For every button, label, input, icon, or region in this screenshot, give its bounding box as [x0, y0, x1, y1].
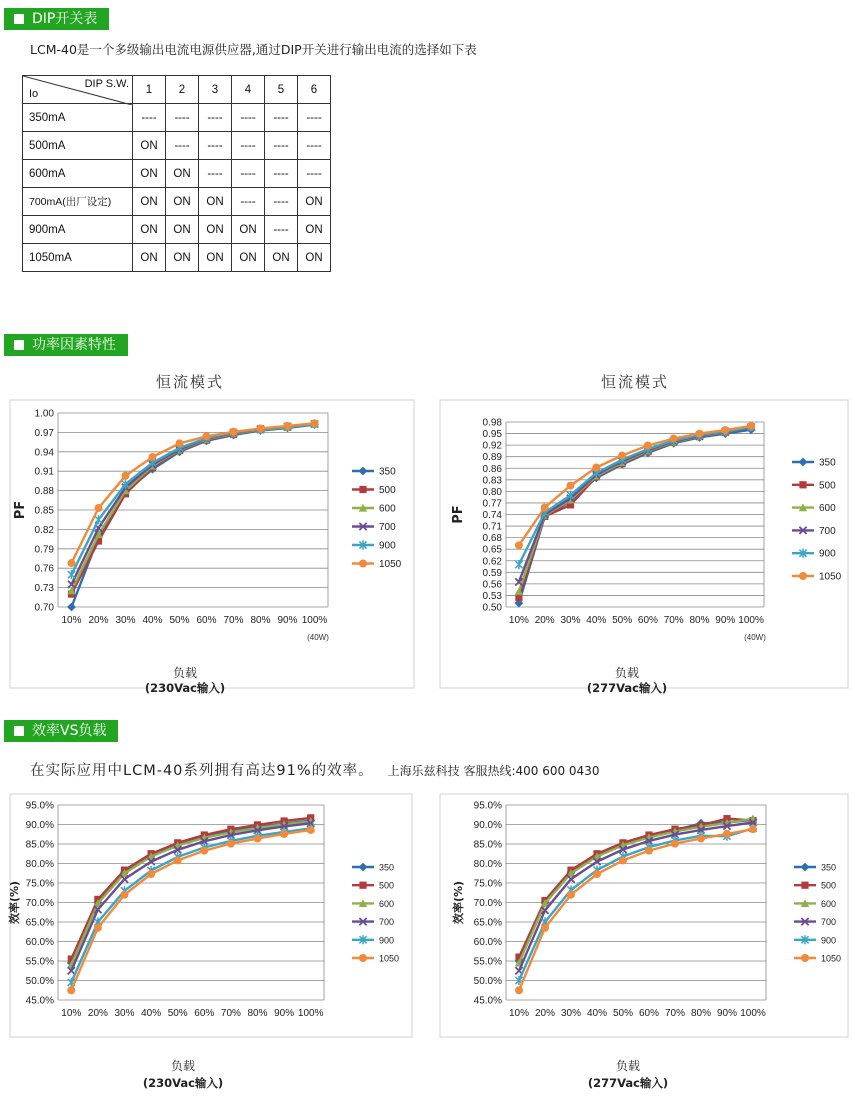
- y-tick-label: 0.79: [34, 544, 54, 556]
- x-axis-label: 负载: [615, 1059, 641, 1073]
- y-tick-label: 55.0%: [25, 956, 54, 968]
- table-cell: ON: [166, 160, 199, 188]
- y-tick-label: 0.71: [482, 521, 502, 533]
- data-point: [567, 482, 575, 490]
- y-tick-label: 0.94: [34, 447, 54, 459]
- table-cell: ON: [199, 244, 232, 272]
- x-tick-label: 30%: [560, 615, 581, 626]
- y-tick-label: 0.86: [482, 463, 502, 475]
- legend-label: 1050: [379, 559, 402, 570]
- data-point: [721, 426, 729, 434]
- table-row: [23, 132, 331, 160]
- legend-label: 600: [379, 503, 396, 515]
- y-tick-label: 0.76: [34, 563, 54, 575]
- y-tick-label: 0.97: [34, 427, 54, 439]
- table-cell: ON: [298, 216, 331, 244]
- table-cell: ON: [166, 216, 199, 244]
- data-point: [697, 835, 705, 843]
- table-cell: ----: [133, 104, 166, 132]
- table-cell: ----: [265, 188, 298, 216]
- chart-title: 恒流模式: [155, 373, 225, 391]
- table-cell: ----: [166, 132, 199, 160]
- switch-header: 2: [166, 76, 199, 104]
- data-point: [515, 986, 523, 994]
- data-point: [121, 891, 129, 899]
- row-label: 350mA: [23, 104, 133, 132]
- data-point: [68, 559, 76, 567]
- x-tick-label: 40%: [586, 1008, 608, 1019]
- table-cell: ----: [265, 104, 298, 132]
- x-axis-sublabel: (277Vac输入): [586, 681, 668, 695]
- x-axis-label: 负载: [170, 1059, 196, 1073]
- y-tick-label: 0.53: [482, 590, 502, 602]
- legend-marker: [801, 954, 809, 962]
- data-point: [203, 432, 211, 440]
- y-axis-label: 效率(%): [452, 880, 465, 925]
- legend-label: 900: [821, 935, 837, 946]
- corner-cell: [23, 76, 133, 104]
- legend-label: 500: [821, 880, 837, 891]
- table-cell: ----: [298, 104, 331, 132]
- y-tick-label: 0.59: [482, 567, 502, 579]
- table-cell: ON: [133, 216, 166, 244]
- efficiency-chart-277vac: [430, 790, 852, 1105]
- table-cell: ON: [166, 188, 199, 216]
- legend-label: 600: [819, 503, 836, 515]
- y-tick-label: 0.85: [34, 505, 54, 517]
- section-header-eff: [4, 720, 118, 742]
- data-point: [592, 463, 600, 471]
- y-tick-label: 65.0%: [473, 917, 502, 929]
- data-point: [95, 504, 103, 512]
- x-tick-label: 60%: [638, 1008, 660, 1019]
- y-axis-label: PF: [451, 505, 466, 524]
- switch-header: 5: [265, 76, 298, 104]
- data-point: [593, 870, 601, 878]
- row-label: 600mA: [23, 160, 133, 188]
- data-point: [176, 439, 184, 447]
- y-axis-label: PF: [13, 500, 28, 520]
- pf-chart-277vac: [430, 365, 852, 700]
- data-point: [541, 924, 549, 932]
- io-label: Io: [29, 88, 39, 100]
- dip-switch-table: [22, 75, 331, 272]
- eff-intro-text: [30, 759, 599, 780]
- legend-label: 350: [379, 862, 395, 873]
- x-tick-label: 20%: [534, 1008, 556, 1019]
- x-tick-label: 90%: [715, 615, 736, 626]
- x-tick-label: 80%: [247, 1008, 268, 1019]
- y-tick-label: 0.91: [34, 466, 54, 478]
- x-tick-label: 70%: [663, 615, 684, 626]
- table-row: [23, 160, 331, 188]
- table-cell: ----: [166, 104, 199, 132]
- x-tick-label: 90%: [716, 1008, 738, 1019]
- y-tick-label: 0.70: [34, 602, 54, 614]
- y-tick-label: 70.0%: [25, 898, 54, 909]
- data-point: [94, 924, 102, 932]
- x-tick-label: 30%: [114, 1008, 135, 1019]
- table-cell: ON: [166, 244, 199, 272]
- legend-label: 900: [819, 548, 836, 560]
- y-tick-label: 0.95: [482, 429, 502, 441]
- table-row: [23, 188, 331, 216]
- x-tick-label: 100%: [740, 1008, 766, 1019]
- y-tick-label: 50.0%: [473, 976, 502, 987]
- table-cell: ----: [232, 132, 265, 160]
- x-tick-label: 40%: [142, 615, 163, 626]
- y-tick-label: 75.0%: [25, 878, 54, 890]
- legend-label: 900: [379, 540, 396, 552]
- table-cell: ON: [133, 160, 166, 188]
- legend-marker: [799, 572, 807, 580]
- data-point: [644, 442, 652, 450]
- square-bullet-icon: [14, 14, 24, 24]
- table-cell: ----: [199, 132, 232, 160]
- legend-label: 700: [379, 917, 395, 928]
- table-cell: ----: [232, 104, 265, 132]
- y-tick-label: 95.0%: [473, 800, 502, 812]
- x-axis-sublabel: (230Vac输入): [144, 681, 226, 695]
- table-cell: ON: [199, 216, 232, 244]
- y-tick-label: 0.62: [482, 556, 502, 568]
- table-cell: ----: [232, 188, 265, 216]
- data-point: [567, 891, 575, 899]
- y-tick-label: 0.73: [34, 583, 54, 595]
- y-tick-label: 65.0%: [25, 917, 54, 929]
- data-point: [670, 435, 678, 443]
- table-cell: ----: [298, 132, 331, 160]
- section-header-dip: [4, 8, 109, 30]
- chart-title: 恒流模式: [600, 373, 670, 391]
- switch-header: 3: [199, 76, 232, 104]
- table-cell: ----: [298, 160, 331, 188]
- pf-chart-230vac: [0, 365, 426, 700]
- table-row: [23, 216, 331, 244]
- eff-intro-main: 在实际应用中LCM-40系列拥有高达91%的效率。: [30, 763, 374, 779]
- y-tick-label: 0.92: [482, 440, 502, 452]
- data-point: [515, 541, 523, 549]
- x-axis-sublabel: (230Vac输入): [142, 1076, 224, 1090]
- x-tick-label: 80%: [689, 615, 710, 626]
- table-cell: ON: [232, 216, 265, 244]
- data-point: [122, 472, 130, 480]
- table-cell: ON: [298, 244, 331, 272]
- switch-header: 4: [232, 76, 265, 104]
- data-point: [747, 422, 755, 430]
- y-tick-label: 90.0%: [25, 820, 54, 831]
- switch-header: 1: [133, 76, 166, 104]
- x-tick-label: 60%: [196, 615, 217, 626]
- legend-label: 500: [379, 880, 395, 891]
- y-tick-label: 45.0%: [25, 995, 54, 1007]
- row-label: 900mA: [23, 216, 133, 244]
- y-tick-label: 90.0%: [473, 820, 502, 831]
- y-tick-label: 0.89: [482, 452, 502, 464]
- section-header-pf: [4, 334, 128, 356]
- data-point: [311, 419, 319, 427]
- hotline-text: 上海乐兹科技 客服热线:400 600 0430: [387, 764, 600, 778]
- table-row: [23, 104, 331, 132]
- y-tick-label: 0.82: [34, 524, 54, 536]
- table-cell: ON: [199, 188, 232, 216]
- y-tick-label: 45.0%: [473, 995, 502, 1007]
- section-title: DIP开关表: [32, 11, 98, 27]
- x-tick-label: 60%: [194, 1008, 215, 1019]
- x-tick-label: 80%: [250, 615, 271, 626]
- data-point: [254, 835, 262, 843]
- y-tick-label: 70.0%: [473, 898, 502, 909]
- x-tick-label: 70%: [220, 1008, 241, 1019]
- data-point: [227, 840, 235, 848]
- switch-header: 6: [298, 76, 331, 104]
- legend-label: 1050: [819, 571, 842, 583]
- x-tick-label: 50%: [612, 615, 633, 626]
- data-point: [541, 504, 549, 512]
- data-point: [284, 422, 292, 430]
- table-cell: ON: [298, 188, 331, 216]
- data-point: [618, 452, 626, 460]
- x-tick-label: 100%: [297, 1008, 324, 1019]
- y-tick-label: 0.77: [482, 498, 502, 510]
- data-point: [200, 847, 208, 855]
- legend-label: 350: [819, 457, 836, 469]
- x-tick-label: 10%: [508, 1008, 530, 1019]
- data-point: [230, 428, 238, 436]
- data-point: [619, 856, 627, 864]
- table-cell: ----: [199, 104, 232, 132]
- section-title: 效率VS负载: [32, 723, 107, 739]
- y-axis-label: 效率(%): [8, 880, 21, 925]
- legend-label: 350: [821, 862, 837, 873]
- y-tick-label: 95.0%: [25, 800, 54, 812]
- row-label: 1050mA: [23, 244, 133, 272]
- x-tick-label: 40%: [141, 1008, 162, 1019]
- legend-label: 500: [379, 485, 396, 496]
- x-tick-label: 50%: [169, 615, 190, 626]
- legend-label: 500: [819, 480, 836, 492]
- dip-intro-text: LCM-40是一个多级输出电流电源供应器,通过DIP开关进行输出电流的选择如下表: [30, 42, 477, 57]
- table-cell: ON: [133, 244, 166, 272]
- x-tick-label: 60%: [637, 615, 658, 626]
- data-point: [174, 856, 182, 864]
- y-tick-label: 85.0%: [25, 839, 54, 851]
- y-tick-label: 0.98: [482, 417, 502, 429]
- chart-frame: [10, 794, 412, 1037]
- x-tick-label: 20%: [534, 615, 555, 626]
- data-point: [67, 986, 75, 994]
- y-tick-label: 55.0%: [473, 956, 502, 968]
- data-point: [280, 830, 288, 838]
- legend-label: 1050: [821, 953, 842, 964]
- data-point: [149, 453, 157, 461]
- table-cell: ON: [133, 188, 166, 216]
- x-axis-note: (40W): [307, 633, 329, 642]
- legend-marker: [801, 882, 808, 889]
- legend-marker: [359, 954, 367, 962]
- legend-marker: [799, 481, 806, 488]
- legend-label: 600: [821, 898, 837, 909]
- data-point: [671, 840, 679, 848]
- y-tick-label: 0.50: [482, 602, 502, 614]
- x-tick-label: 10%: [61, 1008, 82, 1019]
- table-cell: ----: [265, 216, 298, 244]
- x-tick-label: 10%: [61, 615, 82, 626]
- y-tick-label: 50.0%: [25, 976, 54, 987]
- legend-marker: [359, 882, 366, 889]
- y-tick-label: 0.68: [482, 533, 502, 545]
- row-label: 500mA: [23, 132, 133, 160]
- x-tick-label: 90%: [277, 615, 298, 626]
- table-cell: ----: [199, 160, 232, 188]
- y-tick-label: 1.00: [34, 408, 54, 420]
- legend-label: 700: [819, 525, 836, 537]
- y-tick-label: 60.0%: [473, 937, 502, 948]
- y-tick-label: 0.65: [482, 544, 502, 556]
- data-point: [307, 826, 315, 834]
- table-cell: ----: [265, 160, 298, 188]
- x-tick-label: 10%: [508, 615, 529, 626]
- x-axis-label: 负载: [614, 666, 640, 680]
- y-tick-label: 0.83: [482, 475, 502, 487]
- data-point: [723, 830, 731, 838]
- legend-marker: [359, 560, 367, 568]
- square-bullet-icon: [14, 340, 24, 350]
- x-tick-label: 40%: [586, 615, 607, 626]
- x-tick-label: 70%: [664, 1008, 686, 1019]
- data-point: [257, 425, 265, 433]
- y-tick-label: 60.0%: [25, 937, 54, 948]
- x-axis-sublabel: (277Vac输入): [587, 1076, 669, 1090]
- data-point: [749, 825, 757, 833]
- x-tick-label: 70%: [223, 615, 244, 626]
- x-tick-label: 80%: [690, 1008, 712, 1019]
- square-bullet-icon: [14, 726, 24, 736]
- section-title: 功率因素特性: [32, 337, 116, 353]
- x-axis-label: 负载: [172, 666, 198, 680]
- legend-label: 700: [379, 522, 396, 533]
- table-row: [23, 244, 331, 272]
- legend-marker: [359, 486, 366, 493]
- legend-label: 900: [379, 935, 395, 946]
- data-point: [696, 430, 704, 438]
- data-point: [645, 847, 653, 855]
- table-header-row: [23, 76, 331, 104]
- legend-label: 600: [379, 898, 395, 909]
- x-axis-note: (40W): [744, 633, 766, 642]
- y-tick-label: 0.88: [34, 486, 54, 498]
- x-tick-label: 90%: [274, 1008, 295, 1019]
- y-tick-label: 80.0%: [25, 859, 54, 870]
- x-tick-label: 30%: [115, 615, 136, 626]
- y-tick-label: 0.74: [482, 510, 502, 521]
- y-tick-label: 80.0%: [473, 859, 502, 870]
- x-tick-label: 50%: [167, 1008, 188, 1019]
- table-cell: ----: [265, 132, 298, 160]
- table-cell: ON: [265, 244, 298, 272]
- x-tick-label: 100%: [301, 615, 328, 626]
- legend-label: 350: [379, 466, 396, 478]
- data-point: [147, 870, 155, 878]
- y-tick-label: 0.56: [482, 579, 502, 591]
- x-tick-label: 20%: [88, 615, 109, 626]
- efficiency-chart-230vac: [0, 790, 426, 1105]
- legend-label: 700: [821, 917, 837, 928]
- table-cell: ----: [232, 160, 265, 188]
- x-tick-label: 30%: [560, 1008, 582, 1019]
- y-tick-label: 75.0%: [473, 878, 502, 890]
- y-tick-label: 0.80: [482, 486, 502, 498]
- table-cell: ON: [232, 244, 265, 272]
- x-tick-label: 50%: [612, 1008, 634, 1019]
- y-tick-label: 85.0%: [473, 839, 502, 851]
- x-tick-label: 100%: [738, 615, 764, 626]
- row-label: 700mA(出厂设定): [23, 188, 133, 216]
- table-cell: ON: [133, 132, 166, 160]
- dip-sw-label: DIP S.W.: [84, 78, 129, 90]
- legend-label: 1050: [379, 953, 400, 964]
- x-tick-label: 20%: [87, 1008, 108, 1019]
